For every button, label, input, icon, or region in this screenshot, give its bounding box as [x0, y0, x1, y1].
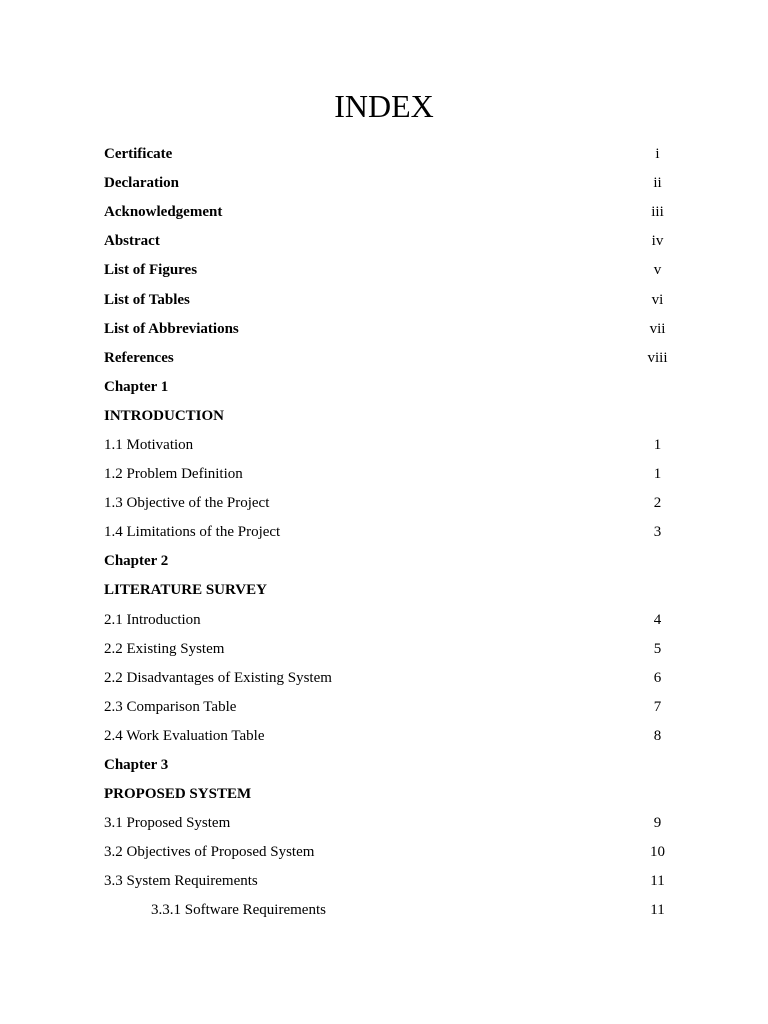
toc-entry-label: Chapter 1: [104, 378, 169, 395]
toc-entry-page-number: 3: [653, 524, 662, 541]
page-title: INDEX: [334, 88, 434, 124]
toc-entry-label: 3.3 System Requirements: [104, 873, 258, 890]
toc-entry: [104, 896, 704, 925]
toc-entry-page-number: 5: [653, 640, 662, 657]
toc-entry-page-number: iv: [651, 233, 664, 250]
toc-entry-label: 2.4 Work Evaluation Table: [104, 727, 265, 744]
toc-entry: [104, 664, 704, 693]
toc-entry: [104, 518, 704, 547]
toc-entry: [104, 198, 704, 227]
toc-entry-page-number: 11: [650, 902, 665, 919]
toc-entry-page-number: ii: [653, 175, 662, 192]
toc-entry-page-number: iii: [651, 204, 664, 221]
toc-entry-label: Declaration: [104, 175, 179, 192]
toc-entry-label: 3.1 Proposed System: [104, 815, 231, 832]
toc-entry: [104, 693, 704, 722]
toc-entry-label: LITERATURE SURVEY: [104, 582, 267, 599]
toc-entry: [104, 402, 704, 431]
toc-entry-label: Certificate: [104, 146, 173, 163]
toc-entry: [104, 373, 704, 402]
toc-entry-page-number: vii: [649, 320, 666, 337]
toc-entry-page-number: 1: [653, 436, 662, 453]
toc-entry-label: References: [104, 349, 174, 366]
toc-entry: [104, 867, 704, 896]
toc-entry-page-number: vi: [651, 291, 664, 308]
toc-entry-label: 2.2 Disadvantages of Existing System: [104, 669, 332, 686]
toc-entry-label: Acknowledgement: [104, 204, 223, 221]
toc-entry: [104, 780, 704, 809]
toc-entry: [104, 606, 704, 635]
toc-entry-label: 3.2 Objectives of Proposed System: [104, 844, 315, 861]
toc-entry: [104, 227, 704, 256]
toc-entry-page-number: 8: [653, 727, 662, 744]
toc-entry-page-number: 1: [653, 466, 662, 483]
toc-entry-page-number: v: [653, 262, 662, 279]
toc-entry-label: 2.2 Existing System: [104, 640, 225, 657]
toc-entry-label: 1.4 Limitations of the Project: [104, 524, 281, 541]
toc-entry-label: INTRODUCTION: [104, 407, 225, 424]
toc-entry: [104, 140, 704, 169]
toc-entry-label: Chapter 2: [104, 553, 169, 570]
toc-entry: [104, 722, 704, 751]
toc-entry: [104, 576, 704, 605]
toc-entry: [104, 431, 704, 460]
toc-entry-label: 2.1 Introduction: [104, 611, 201, 628]
toc-entry: [104, 460, 704, 489]
toc-entry-page-number: 2: [653, 495, 662, 512]
toc-entry-label: 1.2 Problem Definition: [104, 466, 243, 483]
toc-entry-label: 2.3 Comparison Table: [104, 698, 237, 715]
toc-entry-label: 3.3.1 Software Requirements: [151, 902, 326, 919]
toc-entry-page-number: 11: [650, 873, 665, 890]
toc-entry-label: PROPOSED SYSTEM: [104, 786, 252, 803]
toc-entry-page-number: viii: [647, 349, 668, 366]
toc-entry-label: List of Figures: [104, 262, 198, 279]
toc-entry-page-number: 4: [653, 611, 662, 628]
toc-entry-page-number: i: [655, 146, 660, 163]
toc-entry: [104, 315, 704, 344]
toc-entry-page-number: 6: [653, 669, 662, 686]
toc-entry: [104, 751, 704, 780]
toc-entry: [104, 169, 704, 198]
toc-entry: [104, 838, 704, 867]
toc-entry: [104, 809, 704, 838]
toc-entry: [104, 344, 704, 373]
toc-entry-label: Abstract: [104, 233, 160, 250]
table-of-contents: [104, 140, 704, 926]
toc-entry-label: 1.3 Objective of the Project: [104, 495, 270, 512]
toc-entry: [104, 489, 704, 518]
toc-entry-label: Chapter 3: [104, 757, 169, 774]
toc-entry: [104, 256, 704, 285]
toc-entry-page-number: 10: [650, 844, 665, 861]
toc-entry-label: List of Abbreviations: [104, 320, 239, 337]
toc-entry: [104, 635, 704, 664]
toc-entry: [104, 285, 704, 314]
toc-entry: [104, 547, 704, 576]
toc-entry-label: 1.1 Motivation: [104, 436, 194, 453]
toc-entry-label: List of Tables: [104, 291, 190, 308]
toc-entry-page-number: 9: [653, 815, 662, 832]
toc-entry-page-number: 7: [653, 698, 662, 715]
